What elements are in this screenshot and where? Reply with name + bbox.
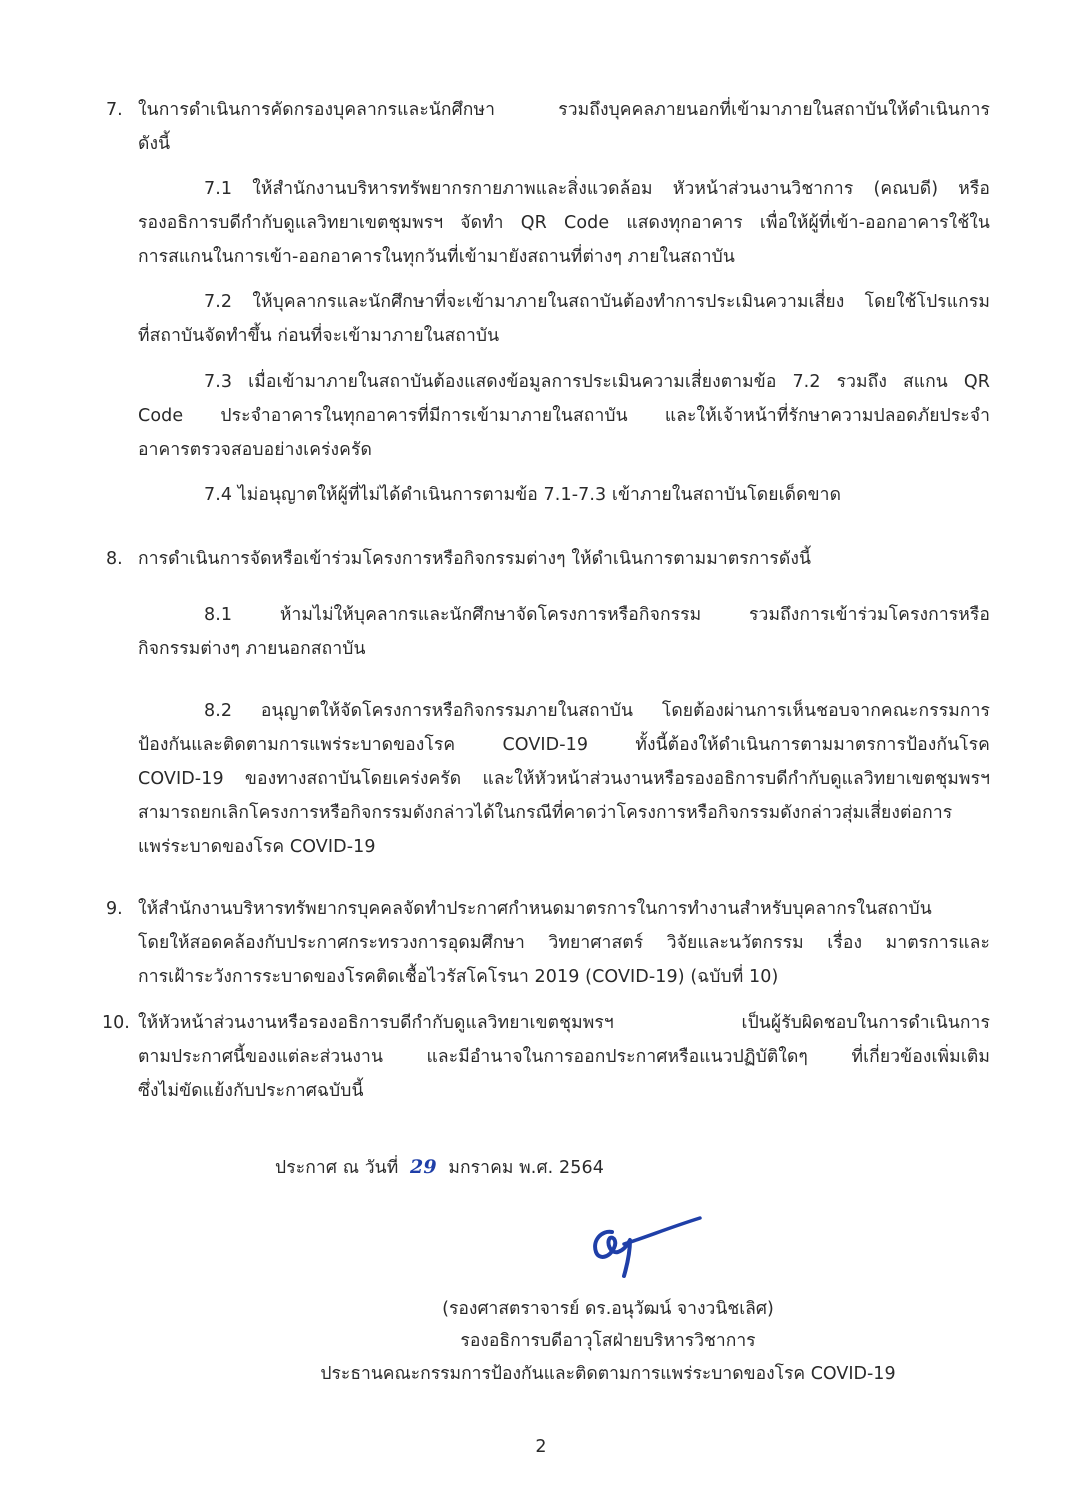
item-8-2-line-4: สามารถยกเลิกโครงการหรือกิจกรรมดังกล่าวได้ในกรณีที่คาดว่าโครงการหรือกิจกรรมดังกล่าวสุ่มเสี่ยงต่อการ [138,803,953,823]
item-8-2-line-5: แพร่ระบาดของโรค COVID-19 [138,837,376,857]
item-7-2-line-1: 7.2 ให้บุคลากรและนักศึกษาที่จะเข้ามาภายในสถาบันต้องทำการประเมินความเสี่ยง โดยใช้โปรแกรม [204,292,990,312]
item-9-line-2: โดยให้สอดคล้องกับประกาศกระทรวงการอุดมศึกษา วิทยาศาสตร์ วิจัยและนวัตกรรม เรื่อง มาตรการและ [138,933,990,953]
item-7-3-line-2: Code ประจำอาคารในทุกอาคารที่มีการเข้ามาภายในสถาบัน และให้เจ้าหน้าที่รักษาความปลอดภัยประจำ [138,406,990,426]
announcement-date [275,1155,604,1180]
item-10-line-1: ให้หัวหน้าส่วนงานหรือรองอธิการบดีกำกับดูแลวิทยาเขตชุมพรฯ เป็นผู้รับผิดชอบในการดำเนินการ [138,1013,990,1033]
item-7-3-line-3: อาคารตรวจสอบอย่างเคร่งครัด [138,440,372,460]
item-8-1-line-2: กิจกรรมต่างๆ ภายนอกสถาบัน [138,639,366,659]
item-10-line-2: ตามประกาศนี้ของแต่ละส่วนงาน และมีอำนาจในการออกประกาศหรือแนวปฏิบัติใดๆ ที่เกี่ยวข้องเพิ่มเติม [138,1047,990,1067]
item-9-number: 9. [106,899,123,919]
signatory-name: (รองศาสตราจารย์ ดร.อนุวัฒน์ จางวนิชเลิศ) [442,1299,774,1319]
announcement-day: 29 [410,1156,437,1178]
item-8-number: 8. [106,549,123,569]
item-10-line-3: ซึ่งไม่ขัดแย้งกับประกาศฉบับนี้ [138,1081,364,1101]
item-8-2-line-3: COVID-19 ของทางสถาบันโดยเคร่งครัด และให้หัวหน้าส่วนงานหรือรองอธิการบดีกำกับดูแลวิทยาเขตชุมพรฯ [138,769,990,789]
item-7-2-line-2: ที่สถาบันจัดทำขึ้น ก่อนที่จะเข้ามาภายในสถาบัน [138,326,500,346]
item-7-1-line-1: 7.1 ให้สำนักงานบริหารทรัพยากรกายภาพและสิ่งแวดล้อม หัวหน้าส่วนงานวิชาการ (คณบดี) หรือ [204,179,990,199]
item-7-4-line-1: 7.4 ไม่อนุญาตให้ผู้ที่ไม่ได้ดำเนินการตามข้อ 7.1-7.3 เข้าภายในสถาบันโดยเด็ดขาด [204,485,842,505]
signatory-committee: ประธานคณะกรรมการป้องกันและติดตามการแพร่ระบาดของโรค COVID-19 [320,1364,896,1384]
item-8-2-line-2: ป้องกันและติดตามการแพร่ระบาดของโรค COVID-19 ทั้งนี้ต้องให้ดำเนินการตามมาตรการป้องกันโรค [138,735,990,755]
item-7-1-line-3: การสแกนในการเข้า-ออกอาคารในทุกวันที่เข้ามายังสถานที่ต่างๆ ภายในสถาบัน [138,247,735,267]
announcement-suffix: มกราคม พ.ศ. 2564 [448,1158,604,1178]
item-7-1-line-2: รองอธิการบดีกำกับดูแลวิทยาเขตชุมพรฯ จัดทำ QR Code แสดงทุกอาคาร เพื่อให้ผู้ที่เข้า-ออกอาคารใช้ใน [138,213,990,233]
item-9-line-1: ให้สำนักงานบริหารทรัพยากรบุคคลจัดทำประกาศกำหนดมาตรการในการทำงานสำหรับบุคลากรในสถาบัน [138,899,932,919]
page-number: 2 [535,1437,547,1457]
item-7-line-2: ดังนี้ [138,134,171,154]
item-7-line-1: ในการดำเนินการคัดกรองบุคลากรและนักศึกษา รวมถึงบุคคลภายนอกที่เข้ามาภายในสถาบันให้ดำเนินการ [138,100,990,120]
signatory-position: รองอธิการบดีอาวุโสฝ่ายบริหารวิชาการ [460,1331,756,1351]
item-8-line-1: การดำเนินการจัดหรือเข้าร่วมโครงการหรือกิจกรรมต่างๆ ให้ดำเนินการตามมาตรการดังนี้ [138,549,812,569]
item-7-3-line-1: 7.3 เมื่อเข้ามาภายในสถาบันต้องแสดงข้อมูลการประเมินความเสี่ยงตามข้อ 7.2 รวมถึง สแกน QR [204,372,990,392]
announcement-prefix: ประกาศ ณ วันที่ [275,1158,399,1178]
item-9-line-3: การเฝ้าระวังการระบาดของโรคติดเชื้อไวรัสโคโรนา 2019 (COVID-19) (ฉบับที่ 10) [138,967,779,987]
item-7-number: 7. [106,100,123,120]
signature-icon [584,1214,704,1284]
item-10-number: 10. [102,1013,130,1033]
item-8-2-line-1: 8.2 อนุญาตให้จัดโครงการหรือกิจกรรมภายในสถาบัน โดยต้องผ่านการเห็นชอบจากคณะกรรมการ [204,701,990,721]
item-8-1-line-1: 8.1 ห้ามไม่ให้บุคลากรและนักศึกษาจัดโครงการหรือกิจกรรม รวมถึงการเข้าร่วมโครงการหรือ [204,605,990,625]
